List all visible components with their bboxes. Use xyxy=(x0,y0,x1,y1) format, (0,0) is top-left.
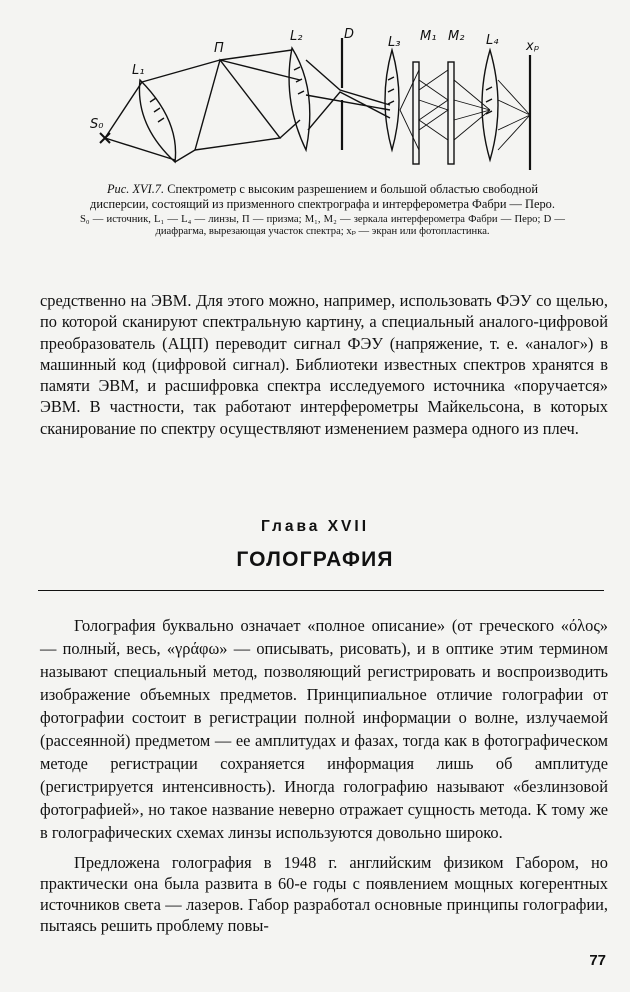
caption-title xyxy=(80,182,565,212)
label-source: S₀ xyxy=(90,117,104,132)
source-marker xyxy=(100,133,110,143)
label-lens3: L₃ xyxy=(388,35,401,50)
prism xyxy=(195,60,280,150)
rays-to-screen xyxy=(498,80,530,150)
page-number: 77 xyxy=(589,952,606,969)
lens-l1-hatch xyxy=(150,98,164,122)
chapter-heading: ГОЛОГРАФИЯ xyxy=(236,548,394,571)
prism-output-rays xyxy=(220,50,300,138)
chapter-label: Глава XVII xyxy=(260,518,370,535)
label-mirror2: M₂ xyxy=(448,29,465,44)
caption-text: Спектрометр с высоким разрешением и большой областью свободной дисперсии, состоящий из призменного спектрографа и интерферометра Фабри — Перо. xyxy=(90,182,555,211)
label-mirror1: M₁ xyxy=(420,29,437,44)
lens-l2 xyxy=(289,48,310,150)
lens-l3-hatch xyxy=(388,77,394,104)
lens-l1 xyxy=(139,80,175,162)
mirror-m2 xyxy=(448,62,454,164)
spectrometer-figure xyxy=(70,10,560,180)
spectrometer-diagram xyxy=(70,10,560,180)
paragraph-continuation: средственно на ЭВМ. Для этого можно, например, использовать ФЭУ со щелью, по которой сканируют спектральную картину, а специальный аналого-цифровой преобразователь (АЦП) переводит сигнал ФЭУ (напряжение, т. е. «аналог») в машинный код (цифровой сигнал). Библиотеки известных спектров хранятся в памяти ЭВМ, и расшифровка спектра исследуемого источника «поручается» ЭВМ. В частности, так работают интерферометры Майкельсона, в которых сканирование по спектру осуществляют изменением размера одного из плеч. xyxy=(40,291,608,438)
lens-l3 xyxy=(385,50,399,150)
label-screen: xₚ xyxy=(526,39,540,54)
rays-l2-to-l3 xyxy=(306,60,390,130)
caption-legend: S₀ — источник, L₁ — L₄ — линзы, П — призма; M₁, M₂ — зеркала интерферометра Фабри — Перо; D — диафрагма, вырезающая участок спектра; xₚ — экран или фотопластинка. xyxy=(80,214,565,237)
label-lens4: L₄ xyxy=(486,33,499,48)
label-diaphragm: D xyxy=(344,27,355,42)
caption-label: Рис. XVI.7. xyxy=(106,182,165,196)
paragraph-holography-history: Предложена голография в 1948 г. английским физиком Габором, но практически она была развита в 60-е годы с появлением мощных когерентных источников света — лазеров. Габор разработал основные принципы голографии, пытаясь решить проблему повы- xyxy=(40,853,608,935)
label-lens1: L₁ xyxy=(132,63,145,78)
label-prism: П xyxy=(214,41,224,56)
figure-caption xyxy=(80,182,565,238)
ray-to-prism xyxy=(142,60,220,162)
rays-to-l4 xyxy=(454,80,490,140)
interferometer-rays xyxy=(400,70,448,150)
paragraph-holography-intro: Голография буквально означает «полное описание» (от греческого «όλος» — полный, весь, «γράφω» — описывать, рисовать), и в оптике этим термином называют специальный метод, позволяющий регистрировать и воспроизводить изображение объемных предметов. Принципиальное отличие голографии от фотографии состоит в регистрации полной информации о волне, излучаемой (рассеянной) предметом — ее амплитудах и фазах, тогда как в фотографическом методе регистрации сохраняется информация лишь об амплитуде (регистрируется интенсивность). Иногда голографию называют «безлинзовой фотографией», но такое название неверно отражает сущность метода. К тому же в голографических схемах линзы используются довольно широко. xyxy=(40,616,608,842)
heading-divider xyxy=(38,590,604,591)
label-lens2: L₂ xyxy=(290,29,303,44)
